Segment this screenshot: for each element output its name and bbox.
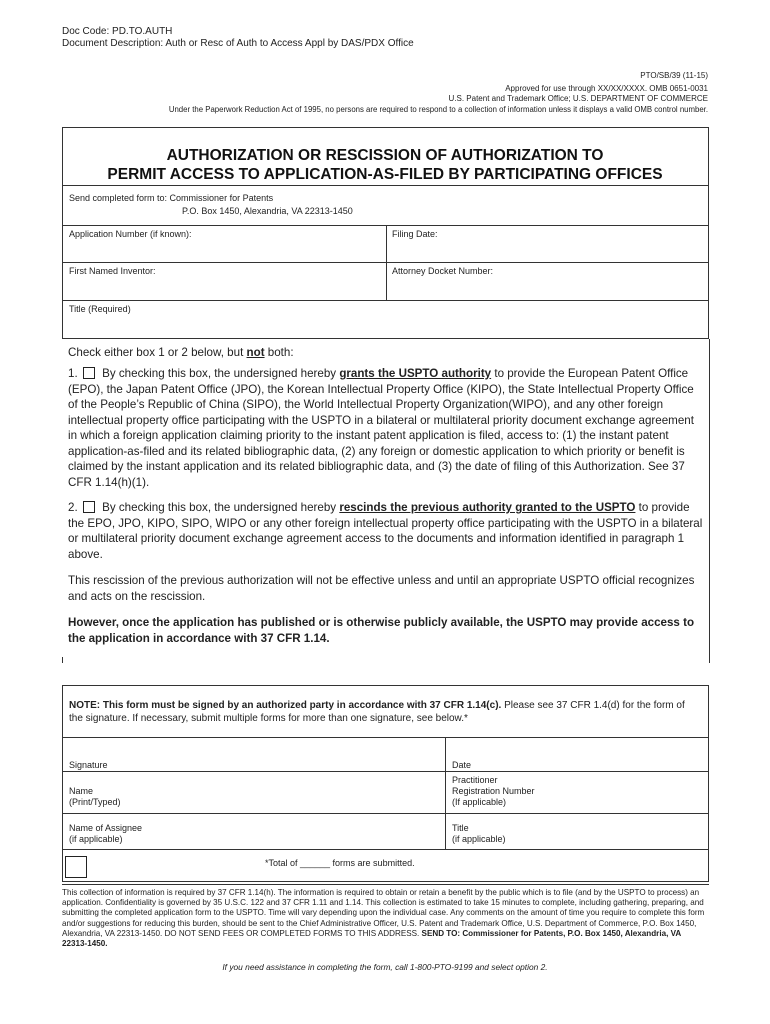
divider [62, 813, 709, 814]
divider [62, 849, 709, 850]
date-label: Date [452, 760, 472, 770]
publication-paragraph: However, once the application has published or is otherwise publicly available, the USPTO may provide access to the application in accordance with 37 CFR 1.14. [68, 616, 695, 645]
form-number: PTO/SB/39 (11-15) [640, 71, 708, 80]
omb-approval: Approved for use through XX/XX/XXXX. OMB 0651-0031 [505, 84, 708, 93]
divider [62, 884, 709, 885]
total-forms-text: *Total of ______ forms are submitted. [265, 858, 415, 868]
send-to-address: P.O. Box 1450, Alexandria, VA 22313-1450 [182, 206, 353, 216]
form-title-line2: PERMIT ACCESS TO APPLICATION-AS-FILED BY PARTICIPATING OFFICES [107, 166, 663, 183]
docket-number-field[interactable] [390, 278, 704, 298]
agency-line: U.S. Patent and Trademark Office; U.S. DEPARTMENT OF COMMERCE [448, 94, 708, 103]
paperwork-notice: Under the Paperwork Reduction Act of 1995, no persons are required to respond to a collection of information unless it displays a valid OMB control number. [168, 105, 708, 114]
name-label: Name (Print/Typed) [69, 786, 121, 807]
burden-statement: This collection of information is required by 37 CFR 1.14(h). The information is required to obtain or retain a benefit by the public which is to file (and by the USPTO to process) an application. Confidentiality is governed by 35 U.S.C. 122 and 37 CFR 1.11 and 1.14. This collection is estimated to take 15 minutes to complete, including gathering, preparing, and submitting the completed application form to the USPTO. Time will vary depending upon the individual case. Any comments on the amount of time you require to complete this form and/or suggestions for reducing this burden, should be sent to the Chief Administrative Officer, U.S. Patent and Trademark Office, U.S. Department of Commerce, P.O. Box 1450, Alexandria, VA 22313-1450. DO NOT SEND FEES OR COMPLETED FORMS TO THIS ADDRESS. SEND TO: Commissioner for Patents, P.O. Box 1450, Alexandria, VA 22313-1450. [62, 888, 705, 949]
title-field[interactable] [66, 316, 704, 336]
option-2-checkbox[interactable] [83, 501, 95, 513]
divider [62, 300, 709, 301]
rescinds-authority: rescinds the previous authority granted to the USPTO [339, 501, 636, 514]
assistance-line: If you need assistance in completing the form, call 1-800-PTO-9199 and select option 2. [222, 962, 548, 972]
right-border [709, 339, 710, 663]
not-emphasis: not [246, 346, 265, 359]
document-header [62, 26, 414, 50]
divider [445, 737, 446, 849]
divider [62, 185, 709, 186]
divider [62, 737, 709, 738]
practitioner-reg-label: Practitioner Registration Number (If applicable) [452, 775, 535, 807]
application-number-label: Application Number (if known): [69, 229, 192, 239]
multiple-forms-checkbox[interactable] [65, 856, 87, 878]
left-border-tick [62, 657, 63, 663]
first-inventor-label: First Named Inventor: [69, 266, 156, 276]
filing-date-label: Filing Date: [392, 229, 438, 239]
option-1-paragraph: 1. By checking this box, the undersigned hereby grants the USPTO authority to provide the European Patent Office (EPO), the Japan Patent Office (JPO), the Korean Intellectual Property Office (KIPO), the State Intellectual Property Office of the People’s Republic of China (SIPO), the World Intellectual Property Organization(WIPO), and any other foreign intellectual property office participating with the USPTO in a bilateral or multilateral priority document exchange agreement in which a foreign application claiming priority to the instant patent application is filed, access to: (1) the instant patent application-as-filed and its related bibliographic data, (2) any foreign or domestic application to which priority or benefit is claimed by the instant application and its related bibliographic data, and (3) the date of filing of this Authorization. See 37 CFR 1.14(h)(1). [68, 367, 694, 489]
instructions: Check either box 1 or 2 below, but not both: [68, 346, 294, 359]
divider [62, 262, 709, 263]
send-to-label: Send completed form to: Commissioner for Patents [69, 193, 274, 203]
signature-field[interactable] [66, 740, 442, 770]
grants-authority: grants the USPTO authority [339, 367, 492, 380]
signature-note: NOTE: This form must be signed by an authorized party in accordance with 37 CFR 1.14(c). Please see 37 CFR 1.4(d) for the form of the signature. If necessary, submit multiple forms for more than one signature, see below.* [69, 700, 685, 724]
form-title [62, 146, 708, 184]
first-inventor-field[interactable] [66, 278, 382, 298]
form-title-line1: AUTHORIZATION OR RESCISSION OF AUTHORIZATION TO [166, 147, 604, 164]
doc-code: Doc Code: PD.TO.AUTH [62, 26, 173, 37]
rescission-paragraph: This rescission of the previous authorization will not be effective unless and until an appropriate USPTO official recognizes and acts on the rescission. [68, 574, 695, 603]
doc-description: Document Description: Auth or Resc of Auth to Access Appl by DAS/PDX Office [62, 38, 414, 49]
application-number-field[interactable] [66, 241, 382, 261]
date-field[interactable] [449, 740, 705, 770]
option-1-checkbox[interactable] [83, 367, 95, 379]
signature-label: Signature [69, 760, 108, 770]
title-required-label: Title (Required) [69, 304, 131, 314]
divider [62, 771, 709, 772]
title-label: Title (if applicable) [452, 823, 506, 844]
option-2-paragraph: 2. By checking this box, the undersigned hereby rescinds the previous authority granted to the USPTO to provide the EPO, JPO, KIPO, SIPO, WIPO or any other foreign intellectual property office participating with the USPTO in a bilateral or multilateral priority document exchange agreement access to the documents and information identified in paragraph 1 above. [68, 501, 703, 561]
filing-date-field[interactable] [390, 241, 704, 261]
assignee-label: Name of Assignee (if applicable) [69, 823, 143, 844]
docket-number-label: Attorney Docket Number: [392, 266, 494, 276]
